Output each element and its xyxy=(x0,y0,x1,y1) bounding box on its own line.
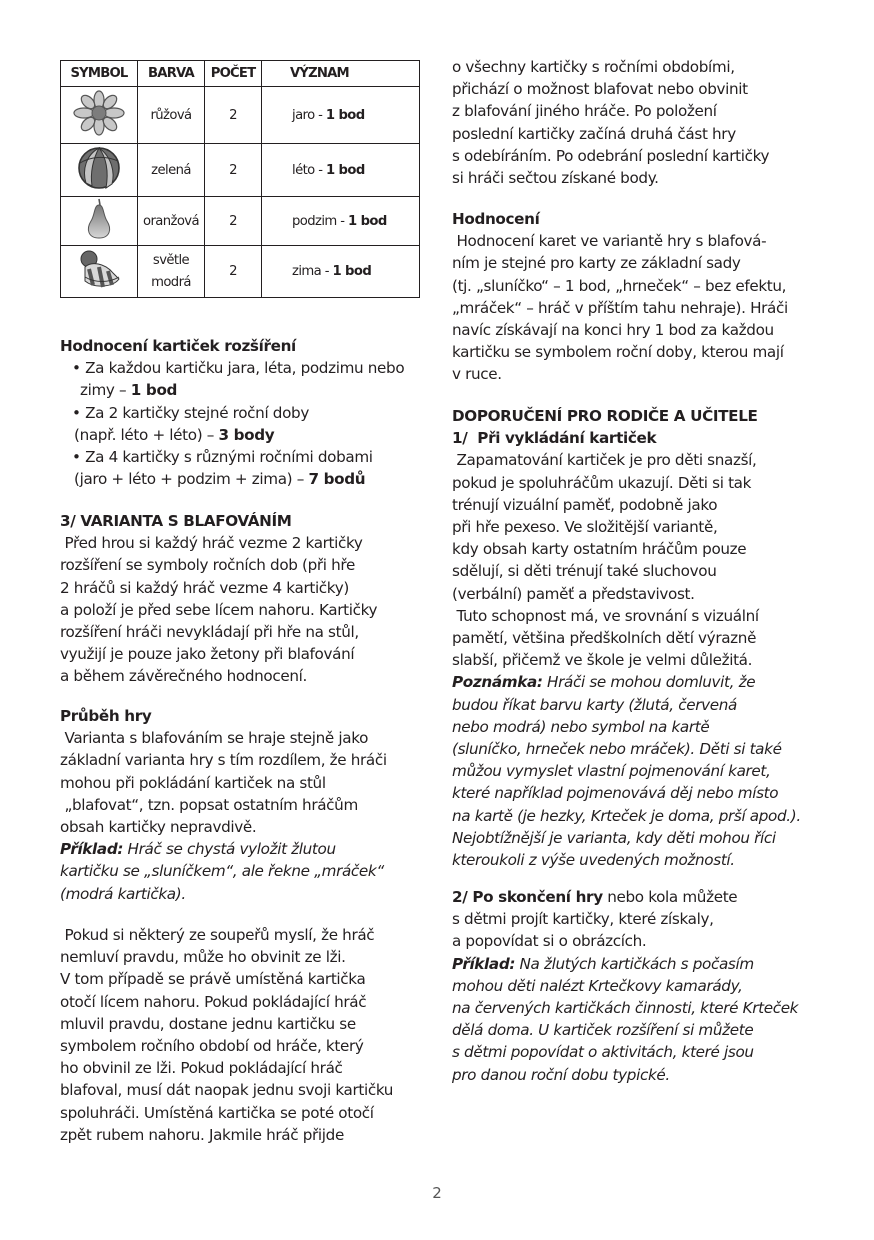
extension-scoring-section xyxy=(60,335,430,490)
count-cell: 2 xyxy=(205,197,262,246)
after-game-section: 2/ Po skončení hry nebo kola můžete s dětmi projít kartičky, které získaly, a popovídat si o obrázcích. Příklad: Na žlutých kartičkách s počasím mohou děti nalézt Krtečkovy kamarády, na červených kartičkách činnosti, které Krteček dělá doma. U kartiček rozšíření si můžete s dětmi popovídat o aktivitách, které jsou pro danou roční dobu typické. xyxy=(452,888,799,1084)
subsection-heading: 1/ Při vykládání kartiček xyxy=(452,429,657,448)
list-item: • Za každou kartičku jara, léta, podzimu nebo zimy – 1 bod xyxy=(72,359,405,400)
table-header-row xyxy=(61,61,420,87)
section-heading: Průběh hry xyxy=(60,707,152,725)
meaning-cell: zima - 1 bod xyxy=(262,246,420,298)
table-row xyxy=(61,144,420,197)
section-heading: DOPORUČENÍ PRO RODIČE A UČITELE xyxy=(452,407,758,425)
count-cell: 2 xyxy=(205,246,262,298)
section-heading: 3/ VARIANTA S BLAFOVÁNÍM xyxy=(60,512,292,530)
header-meaning: VÝZNAM xyxy=(262,61,420,87)
section-heading: Hodnocení kartiček rozšíření xyxy=(60,337,296,355)
header-color: BARVA xyxy=(138,61,205,87)
paragraph: Zapamatování kartiček je pro děti snazší, pokud je spoluhráčům ukazují. Děti si tak trénují vizuální paměť, podobně jako při hře pexeso. Ve složitější variantě, kdy obsah karty ostatním hráčům pouze sdělují, si děti trénují také sluchovou (verbální) paměť a představivost. Tuto schopnost má, ve srovnání s vizuální pamětí, většina předškolních dětí výrazně slabší, přičemž ve škole je velmi důležitá. Poznámka: Hráči se mohou domluvit, že budou říkat barvu karty (žlutá, červená nebo modrá) nebo symbol na kartě (sluníčko, hrneček nebo mráček). Děti si také můžou vymyslet vlastní pojmenování karet, které například pojmenovává děj nebo místo na kartě (je hezky, Krteček je doma, prší apod.). Nejobtížnější je varianta, kdy děti mohou říci kteroukoli z výše uvedených možností. xyxy=(452,451,801,870)
header-symbol: SYMBOL xyxy=(61,61,138,87)
recommendations-section xyxy=(452,405,824,871)
color-cell: zelená xyxy=(138,144,205,197)
paragraph: Hodnocení karet ve variantě hry s blafová- ním je stejné pro karty ze základní sady (tj. „sluníčko“ – 1 bod, „hrneček“ – bez efektu, „mráček“ – hráč v příštím tahu nehraje). Hráči navíc získávají na konci hry 1 bod za každou kartičku se symbolem roční doby, kterou mají v ruce. xyxy=(452,232,788,384)
count-cell: 2 xyxy=(205,144,262,197)
meaning-cell: léto - 1 bod xyxy=(262,144,420,197)
meaning-cell: jaro - 1 bod xyxy=(262,87,420,144)
table-row xyxy=(61,246,420,298)
symbol-cell xyxy=(61,246,138,298)
paragraph: Před hrou si každý hráč vezme 2 kartičky rozšíření se symboly ročních dob (při hře 2 hráčů si každý hráč vezme 4 kartičky) a položí je před sebe lícem nahoru. Kartičky rozšíření hráči nevykládají při hře na stůl, využijí je pouze jako žetony při blafování a během závěrečného hodnocení. xyxy=(60,534,378,686)
list-item: • Za 2 kartičky stejné roční doby (např. léto + léto) – 3 body xyxy=(72,403,309,444)
season-symbols-table xyxy=(60,60,420,298)
page-number: 2 xyxy=(432,1184,442,1202)
accusation-paragraph: Pokud si některý ze soupeřů myslí, že hráč nemluví pravdu, může ho obvinit ze lži. V tom případě se právě umístěná kartička otočí lícem nahoru. Pokud pokládající hráč mluvil pravdu, dostane jednu kartičku se symbolem ročního období od hráče, který ho obvinil ze lži. Pokud pokládající hráč blafoval, musí dát naopak jednu svoji kartičku spoluhráči. Umístěná kartička se poté otočí zpět rubem nahoru. Jakmile hráč přijde xyxy=(60,926,394,1144)
symbol-cell xyxy=(61,197,138,246)
example-label: Příklad: xyxy=(60,840,124,859)
pear-icon xyxy=(84,197,114,241)
section-heading: Hodnocení xyxy=(452,210,540,228)
table-row xyxy=(61,87,420,144)
subsection-heading: 2/ Po skončení hry xyxy=(452,888,603,906)
color-cell: růžová xyxy=(138,87,205,144)
header-count: POČET xyxy=(205,61,262,87)
meaning-cell: podzim - 1 bod xyxy=(262,197,420,246)
continued-paragraph: o všechny kartičky s ročními obdobími, přichází o možnost blafovat nebo obvinit z blafování jiného hráče. Po položení poslední kartičky začíná druhá část hry s odebíráním. Po odebrání poslední kartičky si hráči sečtou získané body. xyxy=(452,58,770,188)
table-row xyxy=(61,197,420,246)
example-label: Příklad: xyxy=(452,954,516,973)
list-item: • Za 4 kartičky s různými ročními dobami (jaro + léto + podzim + zima) – 7 bodů xyxy=(72,448,373,489)
color-cell: oranžová xyxy=(138,197,205,246)
color-cell: světle modrá xyxy=(138,246,205,298)
winter-hat-icon xyxy=(75,249,123,291)
count-cell: 2 xyxy=(205,87,262,144)
note-label: Poznámka: xyxy=(452,673,543,692)
flower-icon xyxy=(73,90,125,136)
beach-ball-icon xyxy=(76,145,122,191)
game-course-section xyxy=(60,705,430,905)
bluff-variant-section xyxy=(60,510,430,688)
symbol-cell xyxy=(61,87,138,144)
symbol-cell xyxy=(61,144,138,197)
paragraph: Varianta s blafováním se hraje stejně jako základní varianta hry s tím rozdílem, že hráči mohou při pokládání kartiček na stůl „blafovat“, tzn. popsat ostatním hráčům obsah kartičky nepravdivě. Příklad: Hráč se chystá vyložit žlutou kartičku se „sluníčkem“, ale řekne „mráček“ (modrá kartička). xyxy=(60,729,387,903)
scoring-section xyxy=(452,208,824,386)
